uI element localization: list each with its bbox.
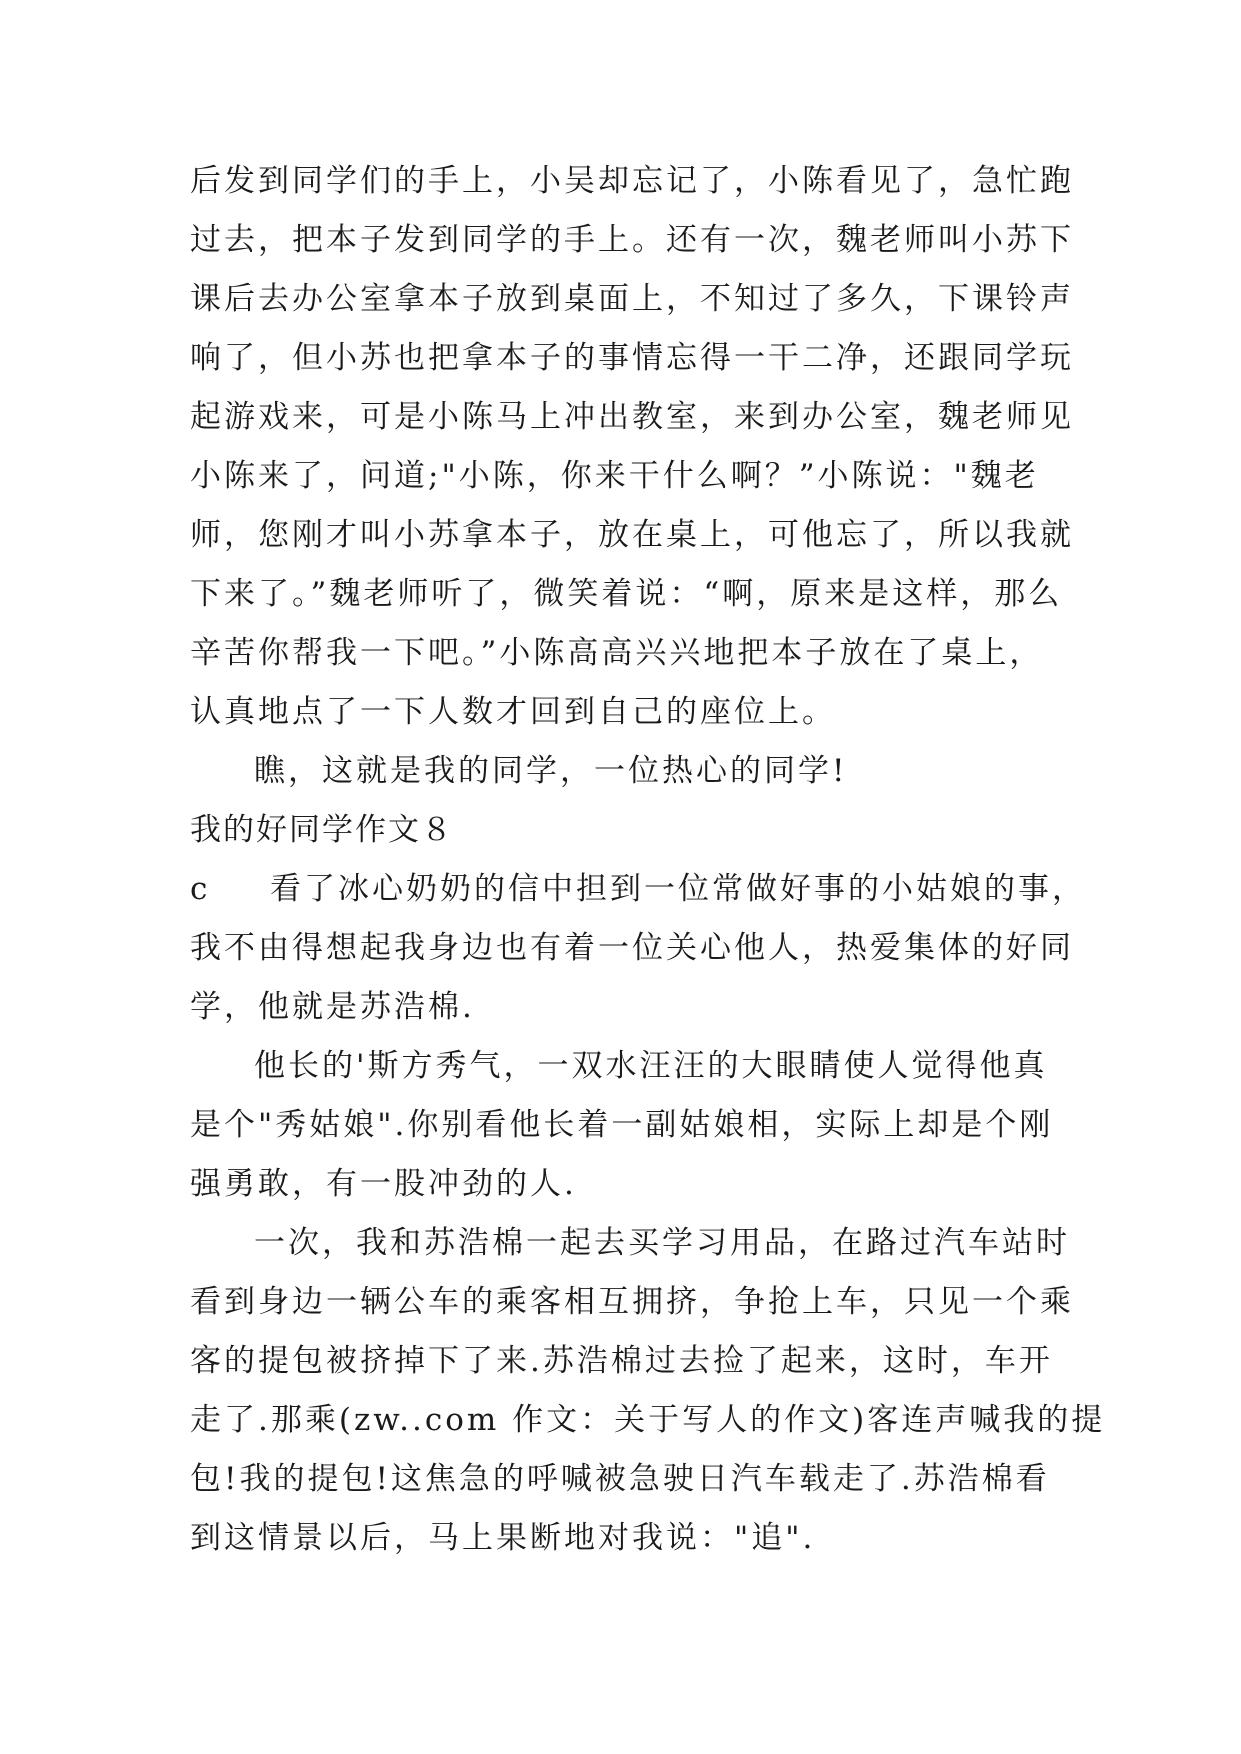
text-line: 看到身边一辆公车的乘客相互拥挤，争抢上车，只见一个乘 xyxy=(190,1284,1074,1320)
text-line: 包!我的提包!这焦急的呼喊被急驶日汽车载走了.苏浩棉看 xyxy=(190,1461,1050,1497)
paragraph-first-line xyxy=(190,860,1086,919)
text-line: 走了.那乘(zw..com 作文：关于写人的作文)客连声喊我的提 xyxy=(190,1402,1106,1438)
text-line: 师，您刚才叫小苏拿本子，放在桌上，可他忘了，所以我就 xyxy=(190,517,1074,553)
closing-line: 瞧，这就是我的同学，一位热心的同学! xyxy=(254,753,848,789)
text-line: 响了，但小苏也把拿本子的事情忘得一干二净，还跟同学玩 xyxy=(190,340,1074,376)
paragraph-continuation xyxy=(190,152,1106,1568)
text-line: 一次，我和苏浩棉一起去买学习用品，在路过汽车站时 xyxy=(254,1225,1070,1261)
text-line: 我不由得想起我身边也有着一位关心他人，热爱集体的好同 xyxy=(190,930,1074,966)
stray-marker: c xyxy=(190,871,211,907)
text-line: 后发到同学们的手上，小吴却忘记了，小陈看见了，急忙跑 xyxy=(190,163,1074,199)
text-line: 辛苦你帮我一下吧。”小陈高高兴兴地把本子放在了桌上， xyxy=(190,635,1044,671)
text-line: 课后去办公室拿本子放到桌面上，不知过了多久，下课铃声 xyxy=(190,281,1074,317)
text-line: 看了冰心奶奶的信中担到一位常做好事的小姑娘的事， xyxy=(270,871,1086,907)
text-line: 到这情景以后，马上果断地对我说："追". xyxy=(190,1520,816,1556)
text-line: 强勇敢，有一股冲劲的人. xyxy=(190,1166,577,1202)
text-line: 下来了。”魏老师听了，微笑着说：“啊，原来是这样，那么 xyxy=(190,576,1063,612)
text-line: 认真地点了一下人数才回到自己的座位上。 xyxy=(190,694,836,730)
text-line: 他长的'斯方秀气，一双水汪汪的大眼睛使人觉得他真 xyxy=(254,1048,1048,1084)
text-line: 客的提包被挤掉下了来.苏浩棉过去捡了起来，这时，车开 xyxy=(190,1343,1053,1379)
essay-heading: 我的好同学作文８ xyxy=(190,812,454,848)
text-line: 起游戏来，可是小陈马上冲出教室，来到办公室，魏老师见 xyxy=(190,399,1074,435)
text-line: 是个"秀姑娘".你别看他长着一副姑娘相，实际上却是个刚 xyxy=(190,1107,1054,1143)
text-line: 过去，把本子发到同学的手上。还有一次，魏老师叫小苏下 xyxy=(190,222,1074,258)
text-line: 学，他就是苏浩棉. xyxy=(190,989,475,1025)
text-line: 小陈来了，问道;"小陈，你来干什么啊？”小陈说："魏老 xyxy=(190,458,1039,494)
